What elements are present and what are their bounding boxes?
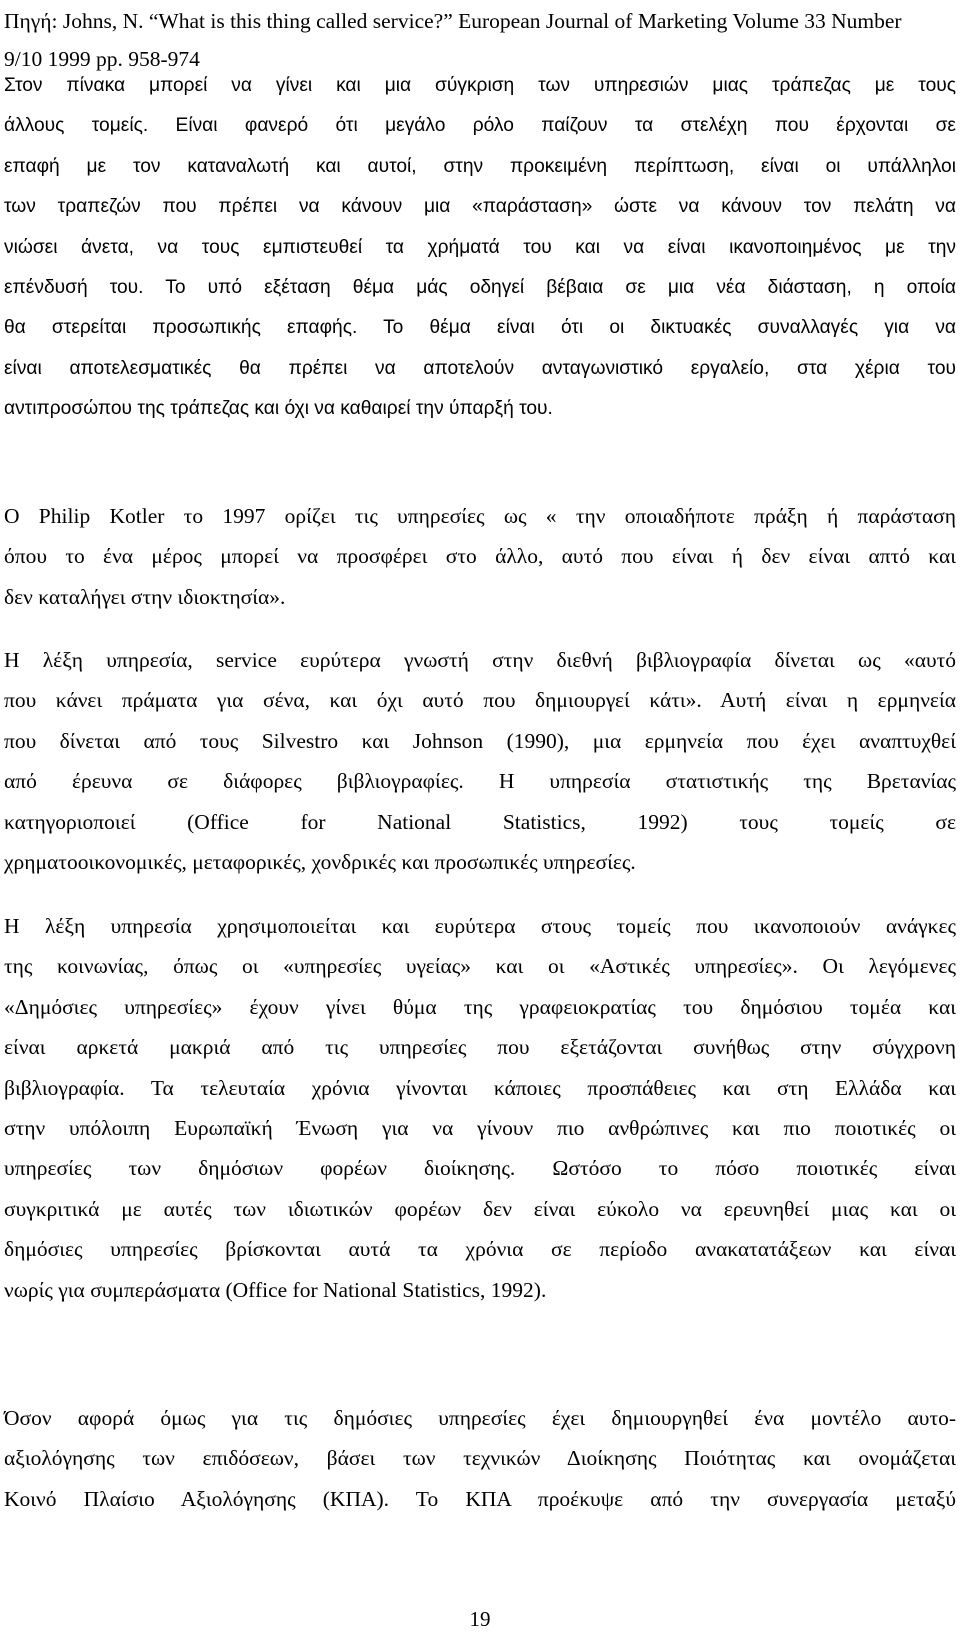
paragraph-service-term [4, 640, 956, 882]
paragraph-line: Η λέξη υπηρεσία χρησιμοποιείται και ευρύτερα στους τομείς που ικανοποιούν ανάγκες [4, 914, 956, 938]
paragraph-line: νωρίς για συμπεράσματα (Office for National Statistics, 1992). [4, 1277, 547, 1302]
paragraph-line: είναι αρκετά μακριά από τις υπηρεσίες που εξετάζονται συνήθως στην σύγχρονη [4, 1035, 956, 1060]
paragraph-line: συγκριτικά με αυτές των ιδιωτικών φορέων δεν είναι εύκολο να ερευνηθεί μιας και οι [4, 1196, 956, 1221]
paragraph-line: είναι αποτελεσματικές θα πρέπει να αποτελούν ανταγωνιστικό εργαλείο, στα χέρια του [4, 357, 956, 379]
paragraph-line: χρηματοοικονομικές, μεταφορικές, χονδρικές και προσωπικές υπηρεσίες. [4, 850, 636, 875]
paragraph-line: από έρευνα σε διάφορες βιβλιογραφίες. Η υπηρεσία στατιστικής της Βρετανίας [4, 769, 956, 794]
paragraph-line: Κοινό Πλαίσιο Αξιολόγησης (ΚΠΑ). Το ΚΠΑ προέκυψε από την συνεργασία μεταξύ [4, 1486, 956, 1511]
source-line-1: Πηγή: Johns, N. “What is this thing called service?” European Journal of Marketing Volume 33 Number [4, 9, 902, 33]
paragraph-line: της κοινωνίας, όπως οι «υπηρεσίες υγείας» και οι «Αστικές υπηρεσίες». Οι λεγόμενες [4, 954, 956, 979]
paragraph-kotler-definition [4, 496, 956, 617]
paragraph-public-services [4, 906, 956, 1310]
paragraph-line: επαφή με τον καταναλωτή και αυτοί, στην προκειμένη περίπτωση, είναι οι υπάλληλοι [4, 155, 956, 177]
paragraph-line: βιβλιογραφία. Τα τελευταία χρόνια γίνονται κάποιες προσπάθειες και στη Ελλάδα και [4, 1075, 956, 1100]
paragraph-line: «Δημόσιες υπηρεσίες» έχουν γίνει θύμα της γραφειοκρατίας του δημόσιου τομέα και [4, 994, 956, 1019]
paragraph-line: άλλους τομείς. Είναι φανερό ότι μεγάλο ρόλο παίζουν τα στελέχη που έρχονται σε [4, 115, 956, 137]
paragraph-kpa-model [4, 1398, 956, 1519]
paragraph-line: κατηγοριοποιεί (Office for National Statistics, 1992) τους τομείς σε [4, 809, 956, 834]
paragraph-line: Η λέξη υπηρεσία, service ευρύτερα γνωστή στην διεθνή βιβλιογραφία δίνεται ως «αυτό [4, 648, 956, 672]
paragraph-line: που κάνει πράματα για σένα, και όχι αυτό που δημιουργεί κάτι». Αυτή είναι η ερμηνεία [4, 688, 956, 713]
paragraph-line: στην υπόλοιπη Ευρωπαϊκή Ένωση για να γίνουν πιο ανθρώπινες και πιο ποιοτικές οι [4, 1116, 956, 1141]
paragraph-line: επένδυσή του. Το υπό εξέταση θέμα μάς οδηγεί βέβαια σε μια νέα διάσταση, η οποία [4, 277, 956, 299]
paragraph-line: Όσον αφορά όμως για τις δημόσιες υπηρεσίες έχει δημιουργηθεί ένα μοντέλο αυτο- [4, 1406, 956, 1430]
paragraph-bank-services [4, 66, 956, 430]
paragraph-line: των τραπεζών που πρέπει να κάνουν μια «παράσταση» ώστε να κάνουν τον πελάτη να [4, 196, 956, 218]
paragraph-line: όπου το ένα μέρος μπορεί να προσφέρει στο άλλο, αυτό που είναι ή δεν είναι απτό και [4, 544, 956, 569]
paragraph-line: που δίνεται από τους Silvestro και Johnson (1990), μια ερμηνεία που έχει αναπτυχθεί [4, 728, 956, 753]
paragraph-line: δημόσιες υπηρεσίες βρίσκονται αυτά τα χρόνια σε περίοδο ανακατατάξεων και είναι [4, 1237, 956, 1262]
paragraph-line: Στον πίνακα μπορεί να γίνει και μια σύγκριση των υπηρεσιών μιας τράπεζας με τους [4, 75, 956, 96]
paragraph-line: δεν καταλήγει στην ιδιοκτησία». [4, 584, 286, 609]
paragraph-line: Ο Philip Kotler το 1997 ορίζει τις υπηρεσίες ως « την οποιαδήποτε πράξη ή παράσταση [4, 504, 956, 528]
source-line-2: 9/10 1999 pp. 958-974 [4, 47, 200, 71]
paragraph-line: νιώσει άνετα, να τους εμπιστευθεί τα χρήματά του και να είναι ικανοποιημένος με την [4, 236, 956, 258]
paragraph-line: αξιολόγησης των επιδόσεων, βάσει των τεχνικών Διοίκησης Ποιότητας και ονομάζεται [4, 1446, 956, 1471]
paragraph-line: θα στερείται προσωπικής επαφής. Το θέμα είναι ότι οι δικτυακές συναλλαγές για να [4, 317, 956, 339]
page-number: 19 [469, 1607, 491, 1631]
paragraph-line: αντιπροσώπου της τράπεζας και όχι να καθαιρεί την ύπαρξή του. [4, 398, 553, 420]
paragraph-line: υπηρεσίες των δημόσιων φορέων διοίκησης. Ωστόσο το πόσο ποιοτικές είναι [4, 1156, 956, 1181]
